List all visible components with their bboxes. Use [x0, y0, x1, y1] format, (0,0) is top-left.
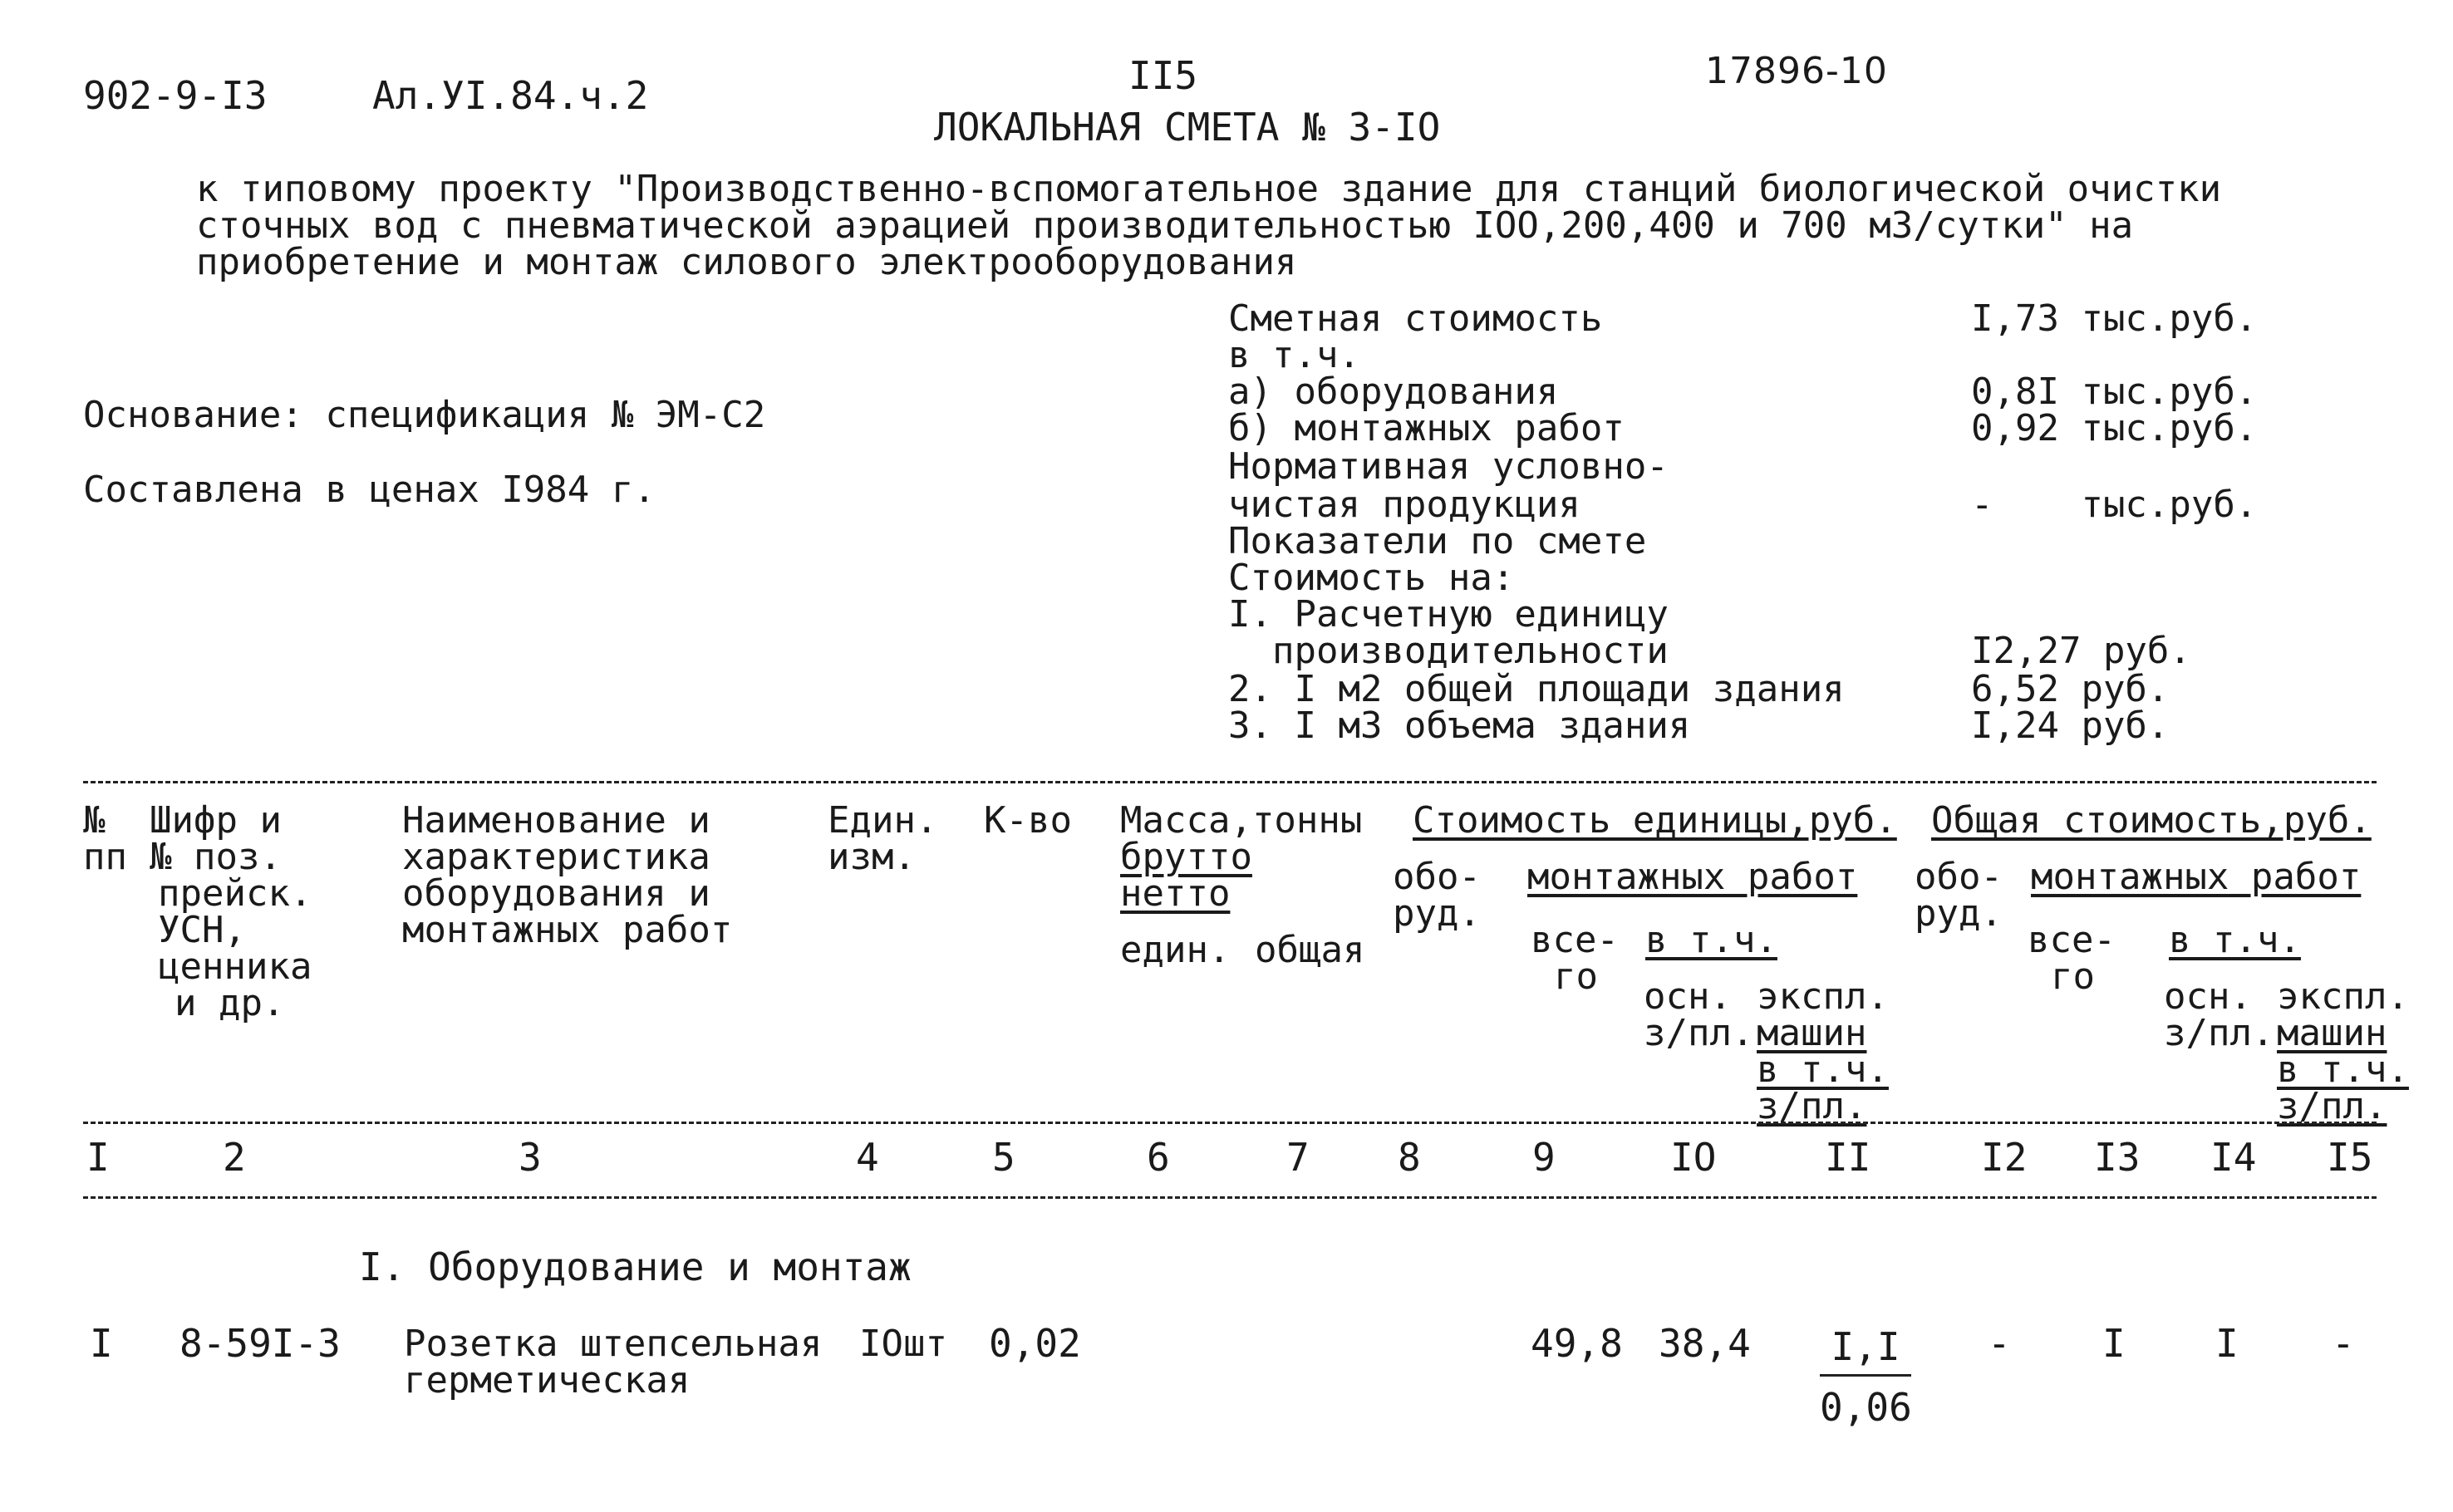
col-expl-zp-header: в т.ч.: [1757, 1048, 1889, 1091]
column-number: I5: [2327, 1135, 2373, 1180]
col-expl-header: экспл.: [1757, 975, 1889, 1018]
col-code-header: прейск.: [158, 872, 312, 915]
price-level-text: Составлена в ценах I984 г.: [83, 469, 656, 511]
col-total-mount-header: монтажных работ: [2031, 856, 2362, 898]
col-total-expl-zp-header: в т.ч.: [2277, 1048, 2409, 1091]
col-num-header: пп: [83, 836, 127, 878]
col-all-header: го: [1554, 955, 1598, 998]
col-total-equip-header: руд.: [1915, 892, 2003, 935]
row-total-osn: I: [2215, 1321, 2239, 1366]
col-code-header: УСН,: [158, 909, 246, 951]
col-mass-total: общая: [1255, 929, 1365, 971]
col-expl-zp-header: з/пл.: [1757, 1085, 1867, 1127]
col-total-all-header: все-: [2028, 919, 2116, 961]
summary-label: Нормативная условно-: [1228, 445, 1669, 488]
col-unit-cost-header: Стоимость единицы,руб.: [1413, 799, 1897, 842]
row-unit-osn: 38,4: [1659, 1321, 1751, 1366]
col-all-header: все-: [1531, 919, 1619, 961]
summary-label: чистая продукция: [1228, 484, 1580, 526]
row-name: герметическая: [404, 1359, 691, 1402]
col-name-header: монтажных работ: [402, 909, 733, 951]
column-number: 5: [992, 1135, 1015, 1180]
summary-value: I2,27 руб.: [1971, 630, 2191, 672]
col-code-header: ценника: [158, 945, 312, 988]
col-code-header: № поз.: [150, 836, 282, 878]
col-name-header: характеристика: [402, 836, 710, 878]
col-unit-header: изм.: [828, 836, 916, 878]
column-numbers-rule: [83, 1196, 2377, 1199]
col-total-expl-zp-header: з/пл.: [2277, 1085, 2387, 1127]
col-incl-header: в т.ч.: [1645, 919, 1777, 961]
row-total-equip: -: [1988, 1321, 2011, 1366]
col-unit-header: Един.: [828, 799, 938, 842]
column-number: 7: [1286, 1135, 1310, 1180]
summary-label: I. Расчетную единицу: [1228, 593, 1669, 636]
row-unit: IOшт: [859, 1323, 947, 1365]
row-number: I: [90, 1321, 113, 1366]
summary-value: I,24 руб.: [1971, 704, 2170, 747]
col-num-header: №: [83, 799, 106, 842]
col-qty-header: К-во: [984, 799, 1072, 842]
column-number: I2: [1981, 1135, 2028, 1180]
project-code: 902-9-I3: [83, 73, 268, 118]
col-total-expl-header: экспл.: [2277, 975, 2409, 1018]
basis-text: Основание: спецификация № ЭМ-С2: [83, 394, 766, 436]
row-unit-total: 49,8: [1531, 1321, 1623, 1366]
column-number: 9: [1532, 1135, 1556, 1180]
page-number: II5: [1128, 53, 1198, 98]
column-number: II: [1825, 1135, 1871, 1180]
column-number: 8: [1398, 1135, 1421, 1180]
col-total-expl-header: машин: [2277, 1012, 2387, 1054]
col-mount-header: монтажных работ: [1527, 856, 1858, 898]
col-code-header: и др.: [175, 982, 285, 1024]
col-total-all-header: го: [2051, 955, 2095, 998]
summary-label: Стоимость на:: [1228, 557, 1515, 599]
col-total-cost-header: Общая стоимость,руб.: [1931, 799, 2372, 842]
summary-label: 2. I м2 общей площади здания: [1228, 668, 1845, 710]
summary-value: 6,52 руб.: [1971, 668, 2170, 710]
col-osn-header: з/пл.: [1644, 1012, 1754, 1054]
col-mass-netto: нетто: [1120, 872, 1231, 915]
col-mass-brutto: брутто: [1120, 836, 1252, 878]
column-number: 4: [856, 1135, 879, 1180]
column-number: I: [86, 1135, 110, 1180]
subject-line-2: сточных вод с пневматической аэрацией производительностью IOO,200,400 и 700 м3/сутки" на: [196, 204, 2134, 247]
column-number: 6: [1147, 1135, 1170, 1180]
col-name-header: оборудования и: [402, 872, 710, 915]
col-expl-header: машин: [1757, 1012, 1867, 1054]
header-bottom-rule: [83, 1122, 2377, 1124]
section-title: I. Оборудование и монтаж: [359, 1244, 912, 1289]
subject-line-3: приобретение и монтаж силового электрооборудования: [196, 241, 1297, 283]
summary-value: 0,8I тыс.руб.: [1971, 371, 2258, 413]
col-mass-header: Масса,тонны: [1120, 799, 1363, 842]
col-osn-header: осн.: [1644, 975, 1732, 1018]
row-code: 8-59I-3: [179, 1321, 341, 1366]
summary-label: б) монтажных работ: [1228, 407, 1625, 449]
summary-label: производительности: [1228, 630, 1669, 672]
col-equip-header: обо-: [1393, 856, 1481, 898]
col-mass-unit: един.: [1120, 929, 1231, 971]
column-number: 3: [519, 1135, 542, 1180]
page-title: ЛОКАЛЬНАЯ СМЕТА № 3-IO: [934, 105, 1441, 150]
row-total-expl: -: [2332, 1321, 2355, 1366]
summary-label: 3. I м3 объема здания: [1228, 704, 1691, 747]
inventory-number: 17896-10: [1705, 50, 1888, 92]
column-number: I4: [2210, 1135, 2257, 1180]
column-number: I3: [2094, 1135, 2141, 1180]
row-unit-expl-zp: 0,06: [1820, 1385, 1912, 1430]
row-name: Розетка штепсельная: [404, 1323, 823, 1365]
table-top-rule: [83, 781, 2377, 783]
summary-value: I,73 тыс.руб.: [1971, 297, 2258, 340]
col-equip-header: руд.: [1393, 892, 1481, 935]
row-qty: 0,02: [989, 1321, 1081, 1366]
column-number: IO: [1670, 1135, 1717, 1180]
col-total-equip-header: обо-: [1915, 856, 2003, 898]
column-number: 2: [223, 1135, 246, 1180]
col-total-osn-header: з/пл.: [2164, 1012, 2274, 1054]
summary-label: Сметная стоимость: [1228, 297, 1603, 340]
summary-label: а) оборудования: [1228, 371, 1559, 413]
summary-value: - тыс.руб.: [1971, 484, 2258, 526]
summary-value: 0,92 тыс.руб.: [1971, 407, 2258, 449]
summary-label: в т.ч.: [1228, 334, 1360, 376]
album-number: Ал.УI.84.ч.2: [372, 73, 649, 118]
col-total-osn-header: осн.: [2164, 975, 2252, 1018]
col-name-header: Наименование и: [402, 799, 710, 842]
col-code-header: Шифр и: [150, 799, 282, 842]
summary-label: Показатели по смете: [1228, 520, 1647, 562]
subject-line-1: к типовому проекту "Производственно-вспомогательное здание для станций биологической очистки: [196, 168, 2222, 210]
col-total-incl-header: в т.ч.: [2169, 919, 2301, 961]
row-total-all: I: [2102, 1321, 2126, 1366]
row-unit-expl-fraction: [1820, 1324, 1911, 1430]
row-unit-expl: I,I: [1820, 1324, 1911, 1377]
